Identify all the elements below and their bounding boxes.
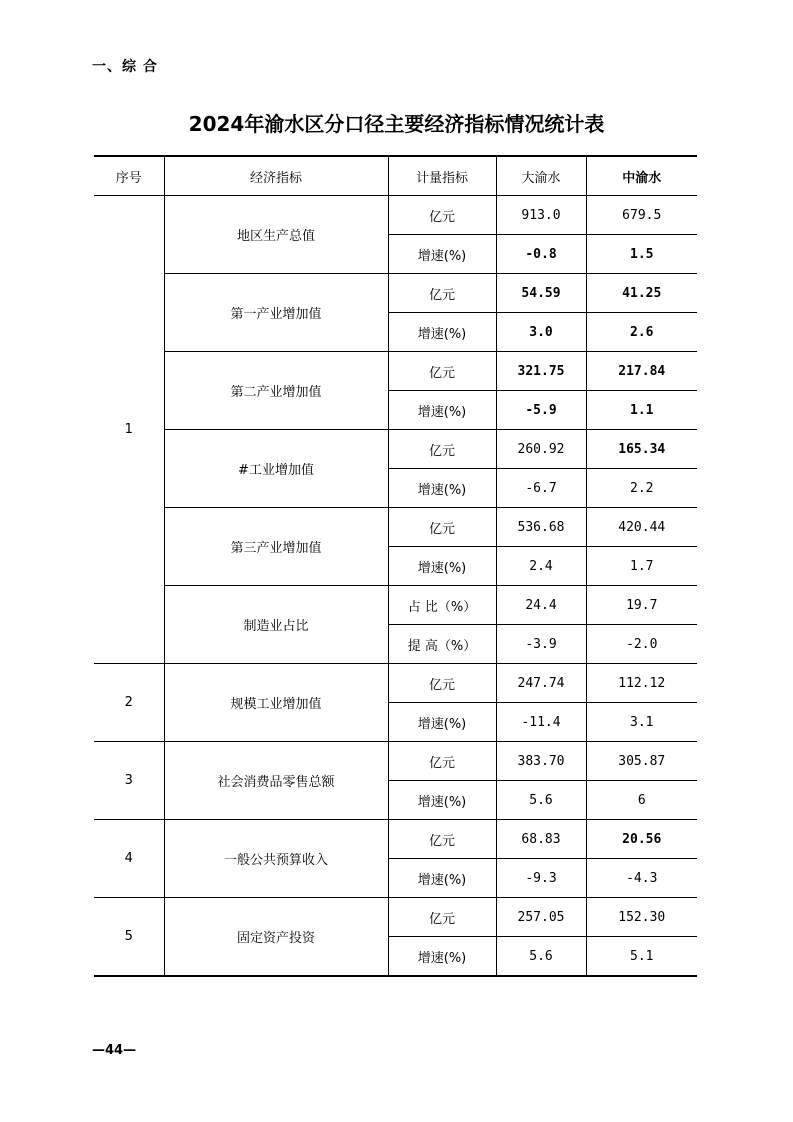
unit-cell: 增速(%) xyxy=(388,703,496,742)
value-zhong-yushui: 1.5 xyxy=(586,235,697,274)
value-da-yushui: 257.05 xyxy=(496,898,586,937)
unit-cell: 亿元 xyxy=(388,352,496,391)
unit-cell: 亿元 xyxy=(388,664,496,703)
value-zhong-yushui: 20.56 xyxy=(586,820,697,859)
header-indicator: 经济指标 xyxy=(164,156,388,196)
value-da-yushui: -0.8 xyxy=(496,235,586,274)
value-da-yushui: 321.75 xyxy=(496,352,586,391)
table-row xyxy=(94,664,697,703)
page-title: 2024年渝水区分口径主要经济指标情况统计表 xyxy=(188,112,605,136)
row-index: 1 xyxy=(94,196,164,664)
value-da-yushui: -5.9 xyxy=(496,391,586,430)
table-row xyxy=(94,352,697,391)
value-zhong-yushui: 41.25 xyxy=(586,274,697,313)
table-row xyxy=(94,820,697,859)
value-zhong-yushui: 1.1 xyxy=(586,391,697,430)
value-zhong-yushui: 19.7 xyxy=(586,586,697,625)
value-zhong-yushui: 6 xyxy=(586,781,697,820)
unit-cell: 亿元 xyxy=(388,898,496,937)
value-da-yushui: 913.0 xyxy=(496,196,586,235)
table-row xyxy=(94,508,697,547)
table-row xyxy=(94,196,697,235)
indicator-name: 第三产业增加值 xyxy=(164,508,388,586)
header-unit: 计量指标 xyxy=(388,156,496,196)
row-index: 3 xyxy=(94,742,164,820)
value-da-yushui: 24.4 xyxy=(496,586,586,625)
indicator-name: 规模工业增加值 xyxy=(164,664,388,742)
value-zhong-yushui: 2.6 xyxy=(586,313,697,352)
unit-cell: 亿元 xyxy=(388,820,496,859)
table-row xyxy=(94,586,697,625)
value-da-yushui: 3.0 xyxy=(496,313,586,352)
value-da-yushui: 5.6 xyxy=(496,937,586,977)
value-da-yushui: -6.7 xyxy=(496,469,586,508)
value-da-yushui: 536.68 xyxy=(496,508,586,547)
row-index: 2 xyxy=(94,664,164,742)
value-da-yushui: 260.92 xyxy=(496,430,586,469)
value-da-yushui: 68.83 xyxy=(496,820,586,859)
table-row xyxy=(94,898,697,937)
value-zhong-yushui: 679.5 xyxy=(586,196,697,235)
value-zhong-yushui: 165.34 xyxy=(586,430,697,469)
value-da-yushui: 383.70 xyxy=(496,742,586,781)
value-zhong-yushui: -2.0 xyxy=(586,625,697,664)
table-row xyxy=(94,430,697,469)
value-zhong-yushui: 420.44 xyxy=(586,508,697,547)
header-da-yushui: 大渝水 xyxy=(496,156,586,196)
indicator-name: 第二产业增加值 xyxy=(164,352,388,430)
value-zhong-yushui: 3.1 xyxy=(586,703,697,742)
value-zhong-yushui: -4.3 xyxy=(586,859,697,898)
row-index: 4 xyxy=(94,820,164,898)
value-zhong-yushui: 112.12 xyxy=(586,664,697,703)
indicator-name: 社会消费品零售总额 xyxy=(164,742,388,820)
unit-cell: 增速(%) xyxy=(388,781,496,820)
unit-cell: 增速(%) xyxy=(388,469,496,508)
table-row xyxy=(94,274,697,313)
section-label: 一、综 合 xyxy=(92,59,158,75)
unit-cell: 亿元 xyxy=(388,430,496,469)
unit-cell: 提 高（%） xyxy=(388,625,496,664)
table-header-row xyxy=(94,156,697,196)
unit-cell: 增速(%) xyxy=(388,313,496,352)
header-index: 序号 xyxy=(94,156,164,196)
value-da-yushui: -3.9 xyxy=(496,625,586,664)
value-zhong-yushui: 305.87 xyxy=(586,742,697,781)
unit-cell: 增速(%) xyxy=(388,235,496,274)
unit-cell: 增速(%) xyxy=(388,547,496,586)
unit-cell: 亿元 xyxy=(388,508,496,547)
value-da-yushui: -9.3 xyxy=(496,859,586,898)
value-da-yushui: 54.59 xyxy=(496,274,586,313)
value-zhong-yushui: 1.7 xyxy=(586,547,697,586)
value-zhong-yushui: 217.84 xyxy=(586,352,697,391)
indicator-name: 固定资产投资 xyxy=(164,898,388,977)
value-da-yushui: 5.6 xyxy=(496,781,586,820)
value-da-yushui: 2.4 xyxy=(496,547,586,586)
statistics-table xyxy=(94,155,697,977)
unit-cell: 增速(%) xyxy=(388,859,496,898)
page-number: —44— xyxy=(92,1043,137,1058)
table-body xyxy=(94,196,697,977)
value-da-yushui: -11.4 xyxy=(496,703,586,742)
table-row xyxy=(94,742,697,781)
unit-cell: 增速(%) xyxy=(388,937,496,977)
indicator-name: 地区生产总值 xyxy=(164,196,388,274)
indicator-name: 一般公共预算收入 xyxy=(164,820,388,898)
unit-cell: 亿元 xyxy=(388,274,496,313)
indicator-name: #工业增加值 xyxy=(164,430,388,508)
unit-cell: 亿元 xyxy=(388,196,496,235)
indicator-name: 制造业占比 xyxy=(164,586,388,664)
value-zhong-yushui: 2.2 xyxy=(586,469,697,508)
value-da-yushui: 247.74 xyxy=(496,664,586,703)
unit-cell: 亿元 xyxy=(388,742,496,781)
unit-cell: 增速(%) xyxy=(388,391,496,430)
indicator-name: 第一产业增加值 xyxy=(164,274,388,352)
value-zhong-yushui: 5.1 xyxy=(586,937,697,977)
row-index: 5 xyxy=(94,898,164,977)
header-zhong-yushui: 中渝水 xyxy=(586,156,697,196)
value-zhong-yushui: 152.30 xyxy=(586,898,697,937)
unit-cell: 占 比（%） xyxy=(388,586,496,625)
